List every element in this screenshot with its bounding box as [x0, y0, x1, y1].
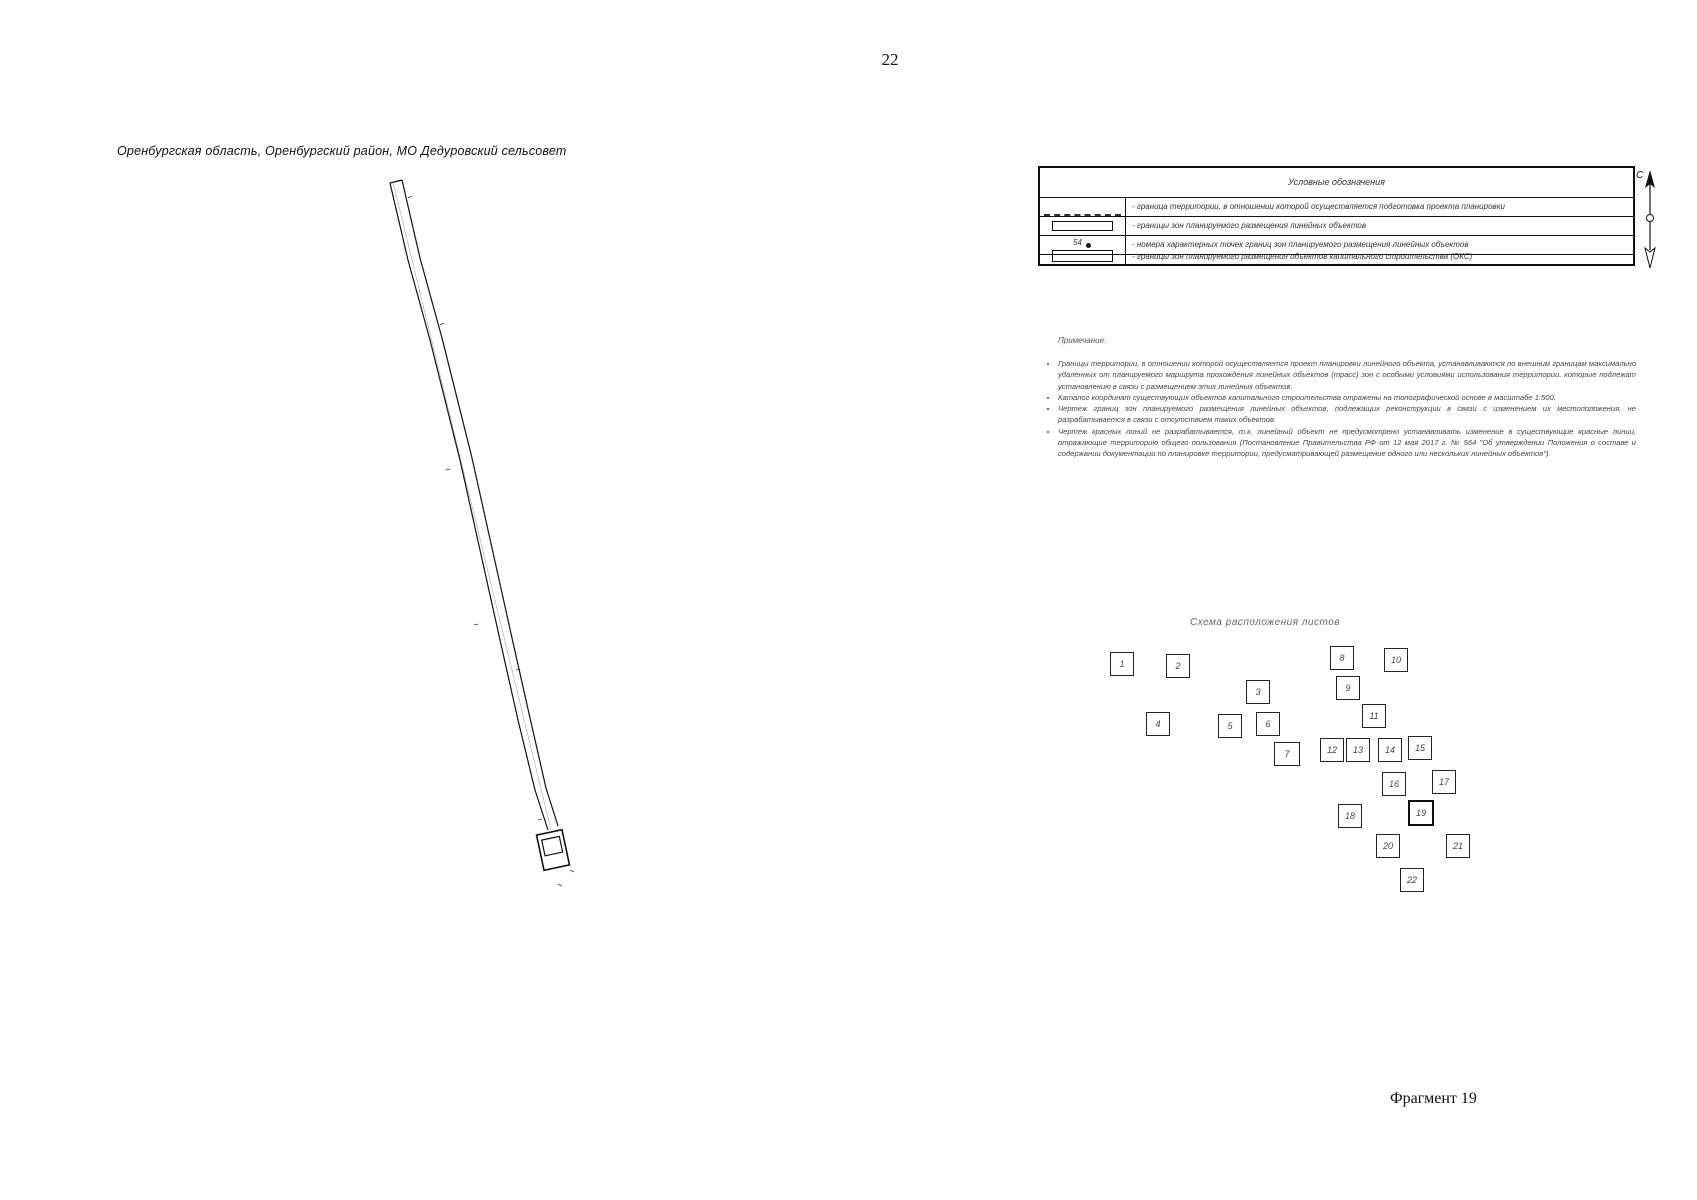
sheet-7[interactable]: 7	[1274, 742, 1300, 766]
sheet-11[interactable]: 11	[1362, 704, 1386, 728]
oks-zone-symbol	[1040, 248, 1126, 265]
sheet-6[interactable]: 6	[1256, 712, 1280, 736]
legend-table	[1038, 166, 1635, 266]
territory-boundary-symbol	[1040, 198, 1126, 216]
tick-mark	[558, 884, 562, 886]
sheet-12[interactable]: 12	[1320, 738, 1344, 762]
sheet-index-map	[1100, 640, 1500, 900]
index-map-title: Схема расположения листов	[1190, 617, 1341, 628]
sheet-16[interactable]: 16	[1382, 772, 1406, 796]
sheet-22[interactable]: 22	[1400, 868, 1424, 892]
sheet-10[interactable]: 10	[1384, 648, 1408, 672]
sheet-15[interactable]: 15	[1408, 736, 1432, 760]
legend-row-oks-zones	[1040, 248, 1633, 265]
tick-mark	[570, 870, 574, 872]
oks-zone	[537, 830, 570, 871]
sheet-14[interactable]: 14	[1378, 738, 1402, 762]
sheet-8[interactable]: 8	[1330, 646, 1354, 670]
tick-mark	[474, 624, 478, 625]
legend-text-points: - номера характерных точек границ зон планируемого размещения линейных объектов	[1132, 240, 1469, 249]
fragment-label: Фрагмент 19	[1390, 1090, 1477, 1107]
note-item: • Чертеж красных линий не разрабатывается, т.к. линейный объект не предусмотрено устанавливать изменение в существующие красные линии, отражающие территорию общего пользования (Постановление Правительства РФ от 12 мая 2017 г. № 564 "Об утверждении Положения о составе и содержании документации по планировке территории, предусматривающей размещение одного или нескольких линейных объектов").	[1058, 426, 1636, 460]
sheet-5[interactable]: 5	[1218, 714, 1242, 738]
note-item: • Чертеж границ зон планируемого размещения линейных объектов, подлежащих реконструкции в связи с изменением их местоположения, не разрабатывается в связи с отсутствием таких объектов.	[1058, 403, 1636, 426]
corridor-left-inner	[393, 182, 551, 830]
corridor-top-cap	[390, 180, 402, 183]
oks-zone-inner	[542, 836, 563, 855]
note-item: • Каталог координат существующих объектов капитального строительства отражены на топографической основе в масштабе 1:500.	[1058, 392, 1636, 403]
sheet-17[interactable]: 17	[1432, 770, 1456, 794]
sheet-20[interactable]: 20	[1376, 834, 1400, 858]
sheet-4[interactable]: 4	[1146, 712, 1170, 736]
corridor-left-edge	[390, 183, 548, 830]
tick-mark	[538, 819, 542, 820]
sheet-18[interactable]: 18	[1338, 804, 1362, 828]
legend-text-territory: - граница территории, в отношении которой осуществляется подготовка проекта планировки	[1132, 202, 1505, 211]
corridor-boundary	[390, 180, 558, 830]
sheet-2[interactable]: 2	[1166, 654, 1190, 678]
legend-title: Условные обозначения	[1040, 168, 1633, 198]
note-item: • Границы территории, в отношении которой осуществляется проект планировки линейного объекта, устанавливаются по внешним границам максимально удаленных от планируемого маршрута прохождения линейных объектов (трасс) зон с особыми условиями использования территории, которые подлежат установлению в связи с размещением этих линейных объектов.	[1058, 358, 1636, 392]
point-number-label: 54	[1073, 238, 1082, 247]
sheet-3[interactable]: 3	[1246, 680, 1270, 704]
corridor-map	[380, 170, 640, 890]
page-number: 22	[881, 50, 899, 69]
sheet-1[interactable]: 1	[1110, 652, 1134, 676]
legend-text-oks-zones: - границы зон планируемого размещения объектов капитального строительства (ОКС)	[1132, 252, 1473, 261]
legend-row-linear-zones	[1040, 217, 1633, 236]
tick-mark	[408, 196, 412, 198]
sheet-19-active[interactable]: 19	[1408, 800, 1434, 826]
linear-zone-symbol	[1040, 217, 1126, 235]
sheet-21[interactable]: 21	[1446, 834, 1470, 858]
notes-title: Примечание:	[1058, 336, 1107, 345]
legend-text-linear-zones: - границы зон планируемого размещения линейных объектов	[1132, 221, 1367, 230]
corridor-right-edge	[402, 180, 558, 826]
sheet-13[interactable]: 13	[1346, 738, 1370, 762]
legend-row-territory	[1040, 198, 1633, 217]
north-label: С	[1636, 170, 1644, 181]
north-arrow-icon	[1640, 168, 1660, 270]
sheet-9[interactable]: 9	[1336, 676, 1360, 700]
oks-zone-outer	[537, 830, 570, 871]
tick-mark	[446, 469, 450, 470]
tick-mark	[440, 323, 444, 325]
notes-list	[1040, 358, 1636, 460]
map-title: Оренбургская область, Оренбургский район, МО Дедуровский сельсовет	[117, 144, 567, 158]
